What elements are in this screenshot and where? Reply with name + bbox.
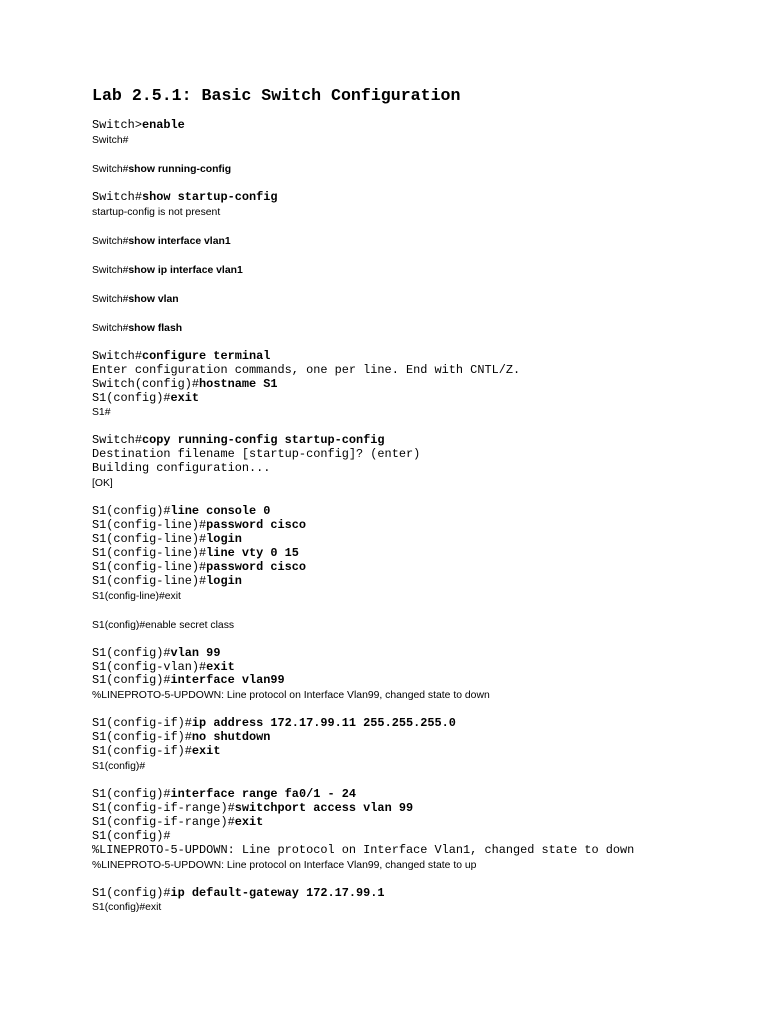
transcript-line	[92, 830, 732, 844]
line-spacer	[92, 774, 732, 788]
line-prompt: S1(config)#exit	[92, 902, 162, 914]
line-prompt: %LINEPROTO-5-UPDOWN: Line protocol on Interface Vlan1, changed state to down	[92, 842, 635, 857]
line-command: password cisco	[206, 518, 307, 533]
line-prompt: S1(config-line)#	[92, 545, 207, 560]
line-prompt: startup-config is not present	[92, 206, 221, 218]
transcript-line	[92, 405, 732, 420]
transcript-line	[92, 234, 732, 249]
line-prompt: Switch#	[92, 348, 142, 363]
line-prompt: S1(config-if-range)#	[92, 800, 235, 815]
transcript-line	[92, 661, 732, 675]
line-prompt: Switch#	[92, 189, 142, 204]
line-spacer	[92, 491, 732, 505]
line-spacer	[92, 278, 732, 292]
line-command: exit	[206, 659, 235, 674]
line-prompt: S1(config-if)#	[92, 716, 192, 731]
line-prompt: S1(config)#	[92, 390, 171, 405]
line-prompt: S1(config-if)#	[92, 744, 192, 759]
line-spacer	[92, 307, 732, 321]
transcript-line	[92, 533, 732, 547]
line-prompt: S1(config-line)#	[92, 518, 207, 533]
line-prompt: Switch>	[92, 118, 142, 132]
line-spacer	[92, 703, 732, 717]
document-page	[92, 86, 732, 915]
line-spacer	[92, 220, 732, 234]
transcript-line	[92, 575, 732, 589]
line-spacer	[92, 873, 732, 887]
transcript-line	[92, 717, 732, 731]
transcript-line	[92, 364, 732, 378]
transcript-line	[92, 731, 732, 745]
transcript-line	[92, 589, 732, 604]
line-command: ip address 172.17.99.11 255.255.255.0	[191, 716, 456, 731]
line-command: ip default-gateway 172.17.99.1	[170, 885, 385, 900]
transcript-line	[92, 292, 732, 307]
line-command: switchport access vlan 99	[234, 800, 414, 815]
line-prompt: S1(config)#	[92, 673, 171, 688]
line-prompt: Building configuration...	[92, 461, 271, 476]
line-command: show flash	[128, 322, 183, 334]
line-prompt: Switch(config)#	[92, 376, 200, 391]
transcript-line	[92, 462, 732, 476]
transcript-line	[92, 133, 732, 148]
line-spacer	[92, 420, 732, 434]
line-prompt: S1(config)#	[92, 645, 171, 660]
line-prompt: Switch#	[92, 433, 142, 448]
transcript-line	[92, 788, 732, 802]
line-command: enable	[141, 118, 185, 132]
transcript-line	[92, 476, 732, 491]
transcript-line	[92, 674, 732, 688]
line-spacer	[92, 148, 732, 162]
line-prompt: S1(config)#	[92, 828, 171, 843]
line-command: interface range fa0/1 - 24	[170, 787, 357, 802]
line-prompt: %LINEPROTO-5-UPDOWN: Line protocol on Interface Vlan99, changed state to down	[92, 690, 490, 702]
transcript-line	[92, 434, 732, 448]
transcript-line	[92, 900, 732, 915]
line-prompt: %LINEPROTO-5-UPDOWN: Line protocol on Interface Vlan99, changed state to up	[92, 859, 477, 871]
line-command: password cisco	[206, 559, 307, 574]
transcript-line	[92, 858, 732, 873]
transcript-line	[92, 887, 732, 901]
line-prompt: S1(config-line)#exit	[92, 590, 181, 602]
line-prompt: Switch#	[92, 163, 129, 175]
line-command: vlan 99	[170, 645, 221, 660]
line-spacer	[92, 177, 732, 191]
line-prompt: S1(config-line)#	[92, 531, 207, 546]
line-prompt: S1#	[92, 407, 111, 419]
line-prompt: Switch#	[92, 293, 129, 305]
transcript-line	[92, 378, 732, 392]
transcript-line	[92, 816, 732, 830]
line-prompt: S1(config)#enable secret class	[92, 619, 235, 631]
transcript-line	[92, 392, 732, 406]
line-prompt: S1(config-vlan)#	[92, 659, 207, 674]
line-command: show startup-config	[141, 189, 278, 204]
line-command: configure terminal	[141, 348, 271, 363]
page-title: Lab 2.5.1: Basic Switch Configuration	[92, 86, 461, 105]
line-prompt: [OK]	[92, 478, 113, 490]
transcript-line	[92, 688, 732, 703]
line-prompt: Destination filename [startup-config]? (enter)	[92, 447, 421, 462]
line-command: exit	[170, 390, 200, 405]
line-command: show running-config	[128, 163, 232, 175]
transcript-line	[92, 119, 732, 133]
line-spacer	[92, 604, 732, 618]
line-command: hostname S1	[199, 376, 278, 391]
line-prompt: Switch#	[92, 264, 129, 276]
transcript-line	[92, 618, 732, 633]
line-prompt: Enter configuration commands, one per line. End with CNTL/Z.	[92, 362, 521, 377]
line-prompt: S1(config-line)#	[92, 573, 207, 588]
transcript-line	[92, 561, 732, 575]
line-command: no shutdown	[191, 730, 271, 745]
line-spacer	[92, 336, 732, 350]
config-transcript	[92, 119, 732, 915]
line-command: line vty 0 15	[206, 545, 299, 560]
line-command: show vlan	[128, 293, 179, 305]
transcript-line	[92, 448, 732, 462]
transcript-line	[92, 745, 732, 759]
transcript-line	[92, 844, 732, 858]
transcript-line	[92, 263, 732, 278]
line-command: show ip interface vlan1	[128, 264, 243, 276]
transcript-line	[92, 505, 732, 519]
line-command: exit	[234, 814, 264, 829]
line-prompt: S1(config)#	[92, 885, 171, 900]
line-command: login	[206, 531, 242, 546]
line-prompt: Switch#	[92, 235, 129, 247]
transcript-line	[92, 759, 732, 774]
line-command: line console 0	[170, 504, 271, 519]
transcript-line	[92, 205, 732, 220]
transcript-line	[92, 191, 732, 205]
line-prompt: Switch#	[92, 322, 129, 334]
line-command: show interface vlan1	[128, 235, 231, 247]
line-command: interface vlan99	[170, 673, 285, 688]
transcript-line	[92, 647, 732, 661]
transcript-line	[92, 162, 732, 177]
line-spacer	[92, 633, 732, 647]
line-prompt: Switch#	[92, 134, 129, 146]
transcript-line	[92, 547, 732, 561]
line-command: copy running-config startup-config	[141, 433, 385, 448]
line-spacer	[92, 249, 732, 263]
line-command: exit	[191, 744, 221, 759]
line-prompt: S1(config-if)#	[92, 730, 192, 745]
transcript-line	[92, 321, 732, 336]
line-command: login	[206, 573, 242, 588]
line-prompt: S1(config)#	[92, 761, 146, 773]
line-prompt: S1(config-if-range)#	[92, 814, 235, 829]
transcript-line	[92, 519, 732, 533]
line-prompt: S1(config-line)#	[92, 559, 207, 574]
line-prompt: S1(config)#	[92, 787, 171, 802]
transcript-line	[92, 350, 732, 364]
transcript-line	[92, 802, 732, 816]
line-prompt: S1(config)#	[92, 504, 171, 519]
